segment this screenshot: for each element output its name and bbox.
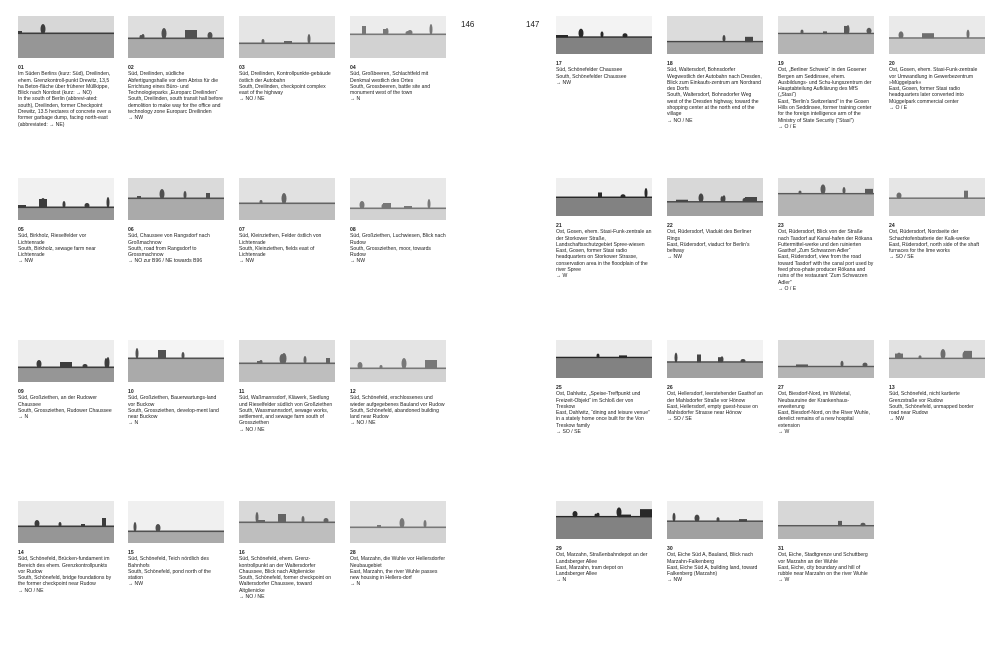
landscape-photo-thumbnail [667,340,763,378]
landscape-photo-thumbnail [778,340,874,378]
caption-text: Ost, Gosen, ehem. Stasi-Funk-zentrale an der Storkower Straße, Landschaftsschutzgebiet Spree-wiesen East, Gosen, former Stasi radio headquarters on Storkower Strasse, conservation area in the floodplain of the river Spree → W [556,229,652,280]
photo-entry-23 [778,178,874,292]
landscape-photo-thumbnail [239,178,335,220]
photo-entry-28 [350,501,446,588]
photo-entry-15 [128,501,224,588]
photo-caption [128,65,224,122]
caption-text: Süd, Schönefeld, Brücken-fundament im Bereich des ehem. Grenzkontrollpunkts vor Rudow South, Schönefeld, bridge foundations by the former checkpoint near Rudow → NO / NE [18,556,112,594]
photo-number: 28 [350,550,356,556]
photo-number: 09 [18,389,24,395]
photo-caption [889,223,985,261]
photo-number: 31 [778,546,784,552]
photo-caption [556,223,652,280]
landscape-photo-thumbnail [18,178,114,220]
photo-entry-31 [778,501,874,584]
photo-caption [239,389,335,433]
landscape-photo-thumbnail [128,340,224,382]
caption-text: Süd, Schönefeld, ehem. Grenz-kontrollpunkt an der Waltersdorfer Chaussee, Blick nach Altglienicke South, Schönefeld, former checkpoint on Waltersdorfer Chaussee, toward Altglienicke → NO / NE [239,556,332,601]
caption-text: Süd, Dreilinden, südliche Abfertigungshalle vor dem Abriss für die Errichtung eines Büro- und Technologieparks „Europarc Dreilinden“ South, Dreilinden, south transit hall before demolition to make way for the office and technology zone Europarc Dreilinden → NW [128,71,223,122]
photo-entry-16 [239,501,335,600]
landscape-photo-thumbnail [778,16,874,54]
photo-caption [128,227,224,265]
photo-number: 29 [556,546,562,552]
landscape-photo-thumbnail [350,340,446,382]
photo-entry-03 [239,16,335,103]
landscape-photo-thumbnail [18,16,114,58]
photo-caption [18,550,114,594]
caption-text: Süd, Dreilinden, Kontrollpunkte-gebäude östlich der Autobahn South, Dreilinden, checkpoint complex east of the highway → NO / NE [239,71,331,103]
photo-number: 26 [667,385,673,391]
photo-caption [778,223,874,292]
landscape-photo-thumbnail [128,16,224,58]
photo-entry-22 [667,178,763,261]
photo-caption [778,546,874,584]
photo-entry-30 [667,501,763,584]
photo-number: 19 [778,61,784,67]
landscape-photo-thumbnail [778,501,874,539]
landscape-photo-thumbnail [239,340,335,382]
photo-caption [18,65,114,128]
photo-number: 24 [889,223,895,229]
caption-text: Süd, Waßmannsdorf, Kläwerk, Siedlung und Rieselfelder südlich von Großziethen South, Wassmannsdorf, sewage works, settlement, and sewage farm south of Grossziethen → NO / NE [239,395,333,433]
photo-entry-20 [889,16,985,111]
photo-number: 11 [239,389,245,395]
caption-text: Ost, Rüdersdorf, Viadukt des Berliner Rings East, Rüdersdorf, viaduct for Berlin’s beltway → NW [667,229,752,261]
photo-entry-05 [18,178,114,265]
photo-caption [239,227,335,265]
photo-entry-04 [350,16,446,103]
caption-text: Süd, Schönefelder Chaussee South, Schönefelder Chaussee → NW [556,67,627,86]
photo-caption [350,389,446,427]
photo-caption [667,385,763,423]
landscape-photo-thumbnail [889,340,985,378]
caption-text: Ost, Marzahn, die Wuhle vor Hellersdorfer Neubaugebiet East, Marzahn, the river Wuhle passes new housing in Hellers-dorf → N [350,556,446,588]
photo-number: 20 [889,61,895,67]
landscape-photo-thumbnail [889,178,985,216]
landscape-photo-thumbnail [350,16,446,58]
landscape-photo-thumbnail [350,178,446,220]
caption-text: Ost, Eiche, Stadtgrenze und Schuttberg vor Marzahn an der Wuhle East, Eiche, city boundary and hill of rubble near Marzahn on the river Wuhle → W [778,552,868,584]
photo-number: 02 [128,65,134,71]
photo-caption [18,389,114,420]
landscape-photo-thumbnail [18,501,114,543]
photo-caption [667,546,763,584]
photo-entry-27 [778,340,874,435]
landscape-photo-thumbnail [350,501,446,543]
photo-number: 14 [18,550,24,556]
landscape-photo-thumbnail [239,501,335,543]
page-number-left: 146 [461,20,475,29]
photo-number: 08 [350,227,356,233]
caption-text: Süd, Schönefeld, erschlossenes und wieder aufgegebenes Bauland vor Rudow South, Schönefeld, abandoned building land near Rudow → NO / NE [350,395,445,427]
photo-entry-08 [350,178,446,265]
caption-text: Süd, Großziethen, an der Rudower Chaussee South, Grossziethen, Rudower Chaussee → N [18,395,112,421]
photo-number: 01 [18,65,24,71]
photo-number: 05 [18,227,24,233]
caption-text: Süd, Großbeeren, Schlachtfeld mit Denkmal westlich des Ortes South, Grossbeeren, battle site and monument west of the town → N [350,71,431,103]
photo-caption [667,223,763,261]
photo-entry-02 [128,16,224,122]
caption-text: Ost, „Berliner Schweiz“ in den Gosener Bergen am Seddinsee, ehem. Ausbildungs- und Schu-lungszentrum der Hauptabteilung Aufklärung des MfS („Stasi“) East, “Berlin’s Switzerland” in the Gosen Hills on Seddinsee, former training center for the foreign intelligence arm of the Ministry of State Security (“Stasi”) → O / E [778,67,872,130]
caption-text: Ost, Rüdersdorf, Blick von der Straße nach Tasdorf auf Kanal-hafen der Rökana Futtermittel-werke und den ruinierten Gasthof „Zum Schwarzen Adler“ East, Rüdersdorf, view from the road toward Tasdorf with the canal port used by feed phos-phate producer Rökana and ruins of the restaurant “Zum Schwarzen Adler” → O / E [778,229,874,292]
photo-caption [556,546,652,584]
photo-number: 21 [556,223,562,229]
photo-caption [18,227,114,265]
landscape-photo-thumbnail [556,16,652,54]
photo-number: 03 [239,65,245,71]
photo-entry-12 [350,340,446,427]
photo-entry-18 [667,16,763,124]
landscape-photo-thumbnail [239,16,335,58]
caption-text: Süd, Kleinziethen, Felder östlich von Lichtenrade South, Kleinziethen, fields east of Lichtenrade → NW [239,233,322,265]
caption-text: Süd, Chaussee von Rangsdorf nach Großmachnow South, road from Rangsdorf to Grossmachnow → NO zur B96 / NE towards B96 [128,233,210,265]
caption-text: Süd, Schönefeld, Teich nördlich des Bahnhofs South, Schönefeld, pond north of the station → NW [128,556,211,588]
photo-caption [556,385,652,435]
caption-text: Ost, Rüdersdorf, Nordseite der Schachtofenbatterie der Kalk-werke East, Rüdersdorf, north side of the shaft furnaces for the lime works → SO / SE [889,229,980,261]
landscape-photo-thumbnail [667,16,763,54]
landscape-photo-thumbnail [18,340,114,382]
photo-number: 12 [350,389,356,395]
landscape-photo-thumbnail [778,178,874,216]
photo-caption [350,65,446,103]
photo-caption [239,65,335,103]
photo-number: 27 [778,385,784,391]
photo-entry-09 [18,340,114,420]
caption-text: Süd, Großziethen, Luchwiesen, Blick nach Rudow South, Grossziethen, moor, towards Rudow → NW [350,233,446,265]
photo-number: 17 [556,61,562,67]
photo-caption [128,550,224,588]
photo-caption [889,61,985,111]
caption-text: Süd, Schönefeld, nicht kartierte Grenzstraße vor Rudow South, Schönefeld, unmapped border road near Rudow → NW [889,391,974,423]
photo-number: 06 [128,227,134,233]
landscape-photo-thumbnail [667,178,763,216]
caption-text: Ost, Dahlwitz, „Speise-Treffpunkt und Freizeit-Objekt“ im Schloß der von Treskow East, Dahlwitz, “dining and leisure venue” in a stately home once built for the Von Treskow family → SO / SE [556,391,650,436]
photo-caption [889,385,985,423]
photo-entry-26 [667,340,763,423]
photo-caption [556,61,652,86]
photo-number: 04 [350,65,356,71]
caption-text: Ost, Gosen, ehem. Stasi-Funk-zentrale vor Umwandlung in Gewerbezentrum »Müggelpark« East, Gosen, former Stasi radio headquarters later converted into Müggelpark commercial center → O / E [889,67,978,112]
photo-entry-06 [128,178,224,265]
photo-caption [350,227,446,265]
photo-entry-07 [239,178,335,265]
photo-entry-25 [556,340,652,435]
photo-number: 15 [128,550,134,556]
photo-number: 23 [778,223,784,229]
photo-caption [778,61,874,130]
photo-entry-13 [889,340,985,423]
photo-number: 30 [667,546,673,552]
photo-caption [350,550,446,588]
photo-entry-10 [128,340,224,427]
photo-number: 18 [667,61,673,67]
landscape-photo-thumbnail [556,501,652,539]
landscape-photo-thumbnail [556,178,652,216]
photo-entry-29 [556,501,652,584]
caption-text: Süd, Birkholz, Rieselfelder vor Lichtenrade South, Birkholz, sewage farm near Lichtenrade → NW [18,233,96,265]
photo-entry-11 [239,340,335,433]
photo-caption [128,389,224,427]
photo-caption [778,385,874,435]
caption-text: Süd, Waltersdorf, Bohnsdorfer Wegwestlich der Autobahn nach Dresden, Blick zum Einkaufs-zentrum am Nordrand des Dorfs South, Waltersdorf, Bohnsdorfer Weg west of the Dresden highway, toward the shopping center at the north end of the village → NO / NE [667,67,762,124]
photo-entry-17 [556,16,652,86]
photo-entry-24 [889,178,985,261]
caption-text: Ost, Marzahn, Straßenbahndepot an der Landsberger Allee East, Marzahn, tram depot on Landsberger Allee → N [556,552,648,584]
caption-text: Im Süden Berlins (kurz: Süd), Dreilinden, ehem. Grenzkontroll-punkt Drewitz, 13,5 ha Beton-fläche über früherer Müllkippe, Blick nach Nordost (kurz: → NO) In the south of Berlin (abbrevi-ated: south), Dreilinden, former Checkpoint Drewitz, 13.5 hectares of concrete over a former garbage dump, facing north-east (abbreviated: → NE) [18,71,111,128]
photo-number: 25 [556,385,562,391]
page-number-right: 147 [526,20,540,29]
caption-text: Ost, Hellersdorf, leerstehender Gasthof an der Mahlsdorfer Straße vor Hönow East, Hellersdorf, empty guest-house on Mahlsdorfer Strasse near Hönow → SO / SE [667,391,763,423]
landscape-photo-thumbnail [889,16,985,54]
caption-text: Ost, Eiche Süd A, Bauland, Blick nach Marzahn-Falkenberg East, Eiche Süd A, building land, toward Falkenberg (Marzahn) → NW [667,552,758,584]
photo-number: 22 [667,223,673,229]
photo-caption [239,550,335,600]
photo-number: 07 [239,227,245,233]
photo-number: 16 [239,550,245,556]
caption-text: Ost, Biesdorf-Nord, im Wuhletal, Neubauruine der Krankenhaus-erweiterung East, Biesdorf-Nord, on the River Wuhle, derelict remains of a new hospital extension → W [778,391,870,436]
photo-entry-14 [18,501,114,594]
photo-entry-01 [18,16,114,128]
photo-entry-21 [556,178,652,280]
landscape-photo-thumbnail [667,501,763,539]
caption-text: Süd, Großziethen, Bauerwartungs-land vor Buckow South, Grossziethen, develop-ment land near Buckow → N [128,395,219,427]
landscape-photo-thumbnail [128,178,224,220]
landscape-photo-thumbnail [128,501,224,543]
photo-entry-19 [778,16,874,130]
photo-caption [667,61,763,124]
photo-number: 10 [128,389,134,395]
landscape-photo-thumbnail [556,340,652,378]
photo-number: 13 [889,385,895,391]
